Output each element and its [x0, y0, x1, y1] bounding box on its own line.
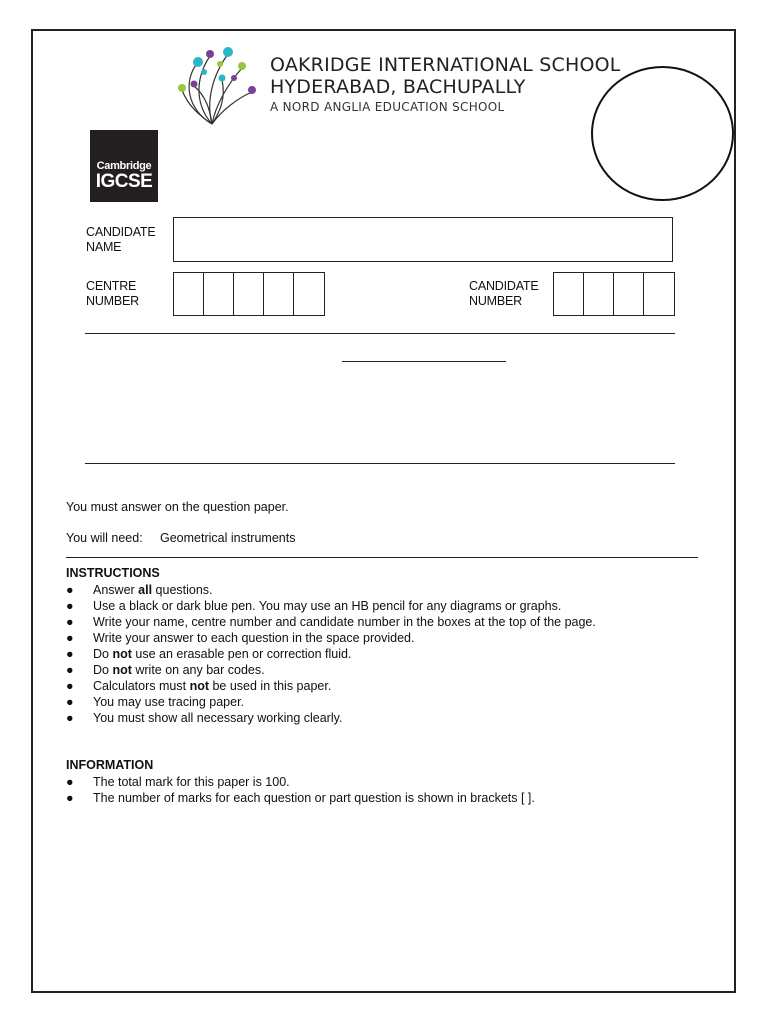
logo-dot	[217, 61, 223, 67]
digit-box[interactable]	[174, 273, 204, 315]
logo-dot	[201, 69, 207, 75]
cambridge-logo-line2: IGCSE	[95, 171, 153, 192]
digit-box[interactable]	[554, 273, 584, 315]
candidate-name-label-line2: NAME	[86, 240, 122, 254]
logo-dot	[219, 75, 226, 82]
instruction-bold: not	[112, 647, 132, 661]
digit-box[interactable]	[584, 273, 614, 315]
instruction-text: Do	[93, 663, 113, 677]
digit-box[interactable]	[614, 273, 644, 315]
bullet-icon: ●	[66, 791, 74, 805]
information-text: The number of marks for each question or part question is shown in brackets [ ].	[93, 791, 535, 805]
candidate-number-boxes[interactable]	[553, 272, 675, 316]
logo-dot	[178, 84, 186, 92]
instruction-text: You must show all necessary working clearly.	[93, 711, 343, 725]
instruction-text: You may use tracing paper.	[93, 695, 245, 709]
logo-dot	[231, 75, 237, 81]
logo-dot	[191, 81, 198, 88]
logo-dot	[248, 86, 256, 94]
instruction-text: Write your answer to each question in the space provided.	[93, 631, 415, 645]
answer-note: You must answer on the question paper.	[66, 500, 289, 514]
logo-dot	[223, 47, 233, 57]
bullet-icon: ●	[66, 615, 74, 629]
information-heading: INFORMATION	[66, 758, 154, 772]
instruction-text: Answer	[93, 583, 139, 597]
need-label: You will need:	[66, 531, 143, 545]
digit-box[interactable]	[294, 273, 324, 315]
candidate-name-label	[86, 225, 156, 255]
logo-dot	[238, 62, 246, 70]
digit-box[interactable]	[204, 273, 234, 315]
digit-box[interactable]	[644, 273, 674, 315]
instructions-heading: INSTRUCTIONS	[66, 566, 160, 580]
photo-oval	[591, 66, 734, 201]
school-name-line2: HYDERABAD, BACHUPALLY	[270, 76, 526, 98]
bullet-icon: ●	[66, 647, 74, 661]
candidate-name-label-line1: CANDIDATE	[86, 225, 156, 239]
school-tagline: A NORD ANGLIA EDUCATION SCHOOL	[270, 100, 505, 114]
centre-number-label	[86, 279, 139, 309]
centre-number-label-line2: NUMBER	[86, 294, 139, 308]
digit-box[interactable]	[264, 273, 294, 315]
instruction-bold: not	[189, 679, 209, 693]
instruction-text: questions.	[152, 583, 213, 597]
instruction-text: Use a black or dark blue pen. You may use an HB pencil for any diagrams or graphs.	[93, 599, 562, 613]
instruction-text: Do	[93, 647, 113, 661]
centre-number-label-line1: CENTRE	[86, 279, 137, 293]
bullet-icon: ●	[66, 695, 74, 709]
cambridge-igcse-logo	[90, 130, 158, 202]
candidate-number-label	[469, 279, 539, 309]
logo-dot	[193, 57, 203, 67]
instruction-text: Calculators must	[93, 679, 190, 693]
instruction-text: Write your name, centre number and candidate number in the boxes at the top of the page.	[93, 615, 596, 629]
bullet-icon: ●	[66, 711, 74, 725]
school-logo-icon	[176, 40, 262, 126]
bullet-icon: ●	[66, 663, 74, 677]
need-value: Geometrical instruments	[160, 531, 296, 545]
information-text: The total mark for this paper is 100.	[93, 775, 290, 789]
bullet-icon: ●	[66, 631, 74, 645]
candidate-number-label-line1: CANDIDATE	[469, 279, 539, 293]
bullet-icon: ●	[66, 599, 74, 613]
logo-dot	[206, 50, 214, 58]
divider-short	[342, 361, 506, 362]
bullet-icon: ●	[66, 679, 74, 693]
centre-number-boxes[interactable]	[173, 272, 325, 316]
divider-top	[85, 333, 675, 334]
instruction-text: be used in this paper.	[209, 679, 332, 693]
bullet-icon: ●	[66, 583, 74, 597]
logo-dots	[178, 47, 256, 94]
requirements-divider	[66, 557, 698, 558]
instruction-text: use an erasable pen or correction fluid.	[131, 647, 352, 661]
instruction-bold: all	[138, 583, 153, 597]
candidate-name-box[interactable]	[173, 217, 673, 262]
candidate-number-label-line2: NUMBER	[469, 294, 522, 308]
divider-bottom	[85, 463, 675, 464]
cambridge-logo-line1: Cambridge	[96, 160, 152, 172]
bullet-icon: ●	[66, 775, 74, 789]
school-name-line1: OAKRIDGE INTERNATIONAL SCHOOL	[270, 54, 621, 76]
instruction-text: write on any bar codes.	[131, 663, 265, 677]
digit-box[interactable]	[234, 273, 264, 315]
instruction-bold: not	[112, 663, 132, 677]
